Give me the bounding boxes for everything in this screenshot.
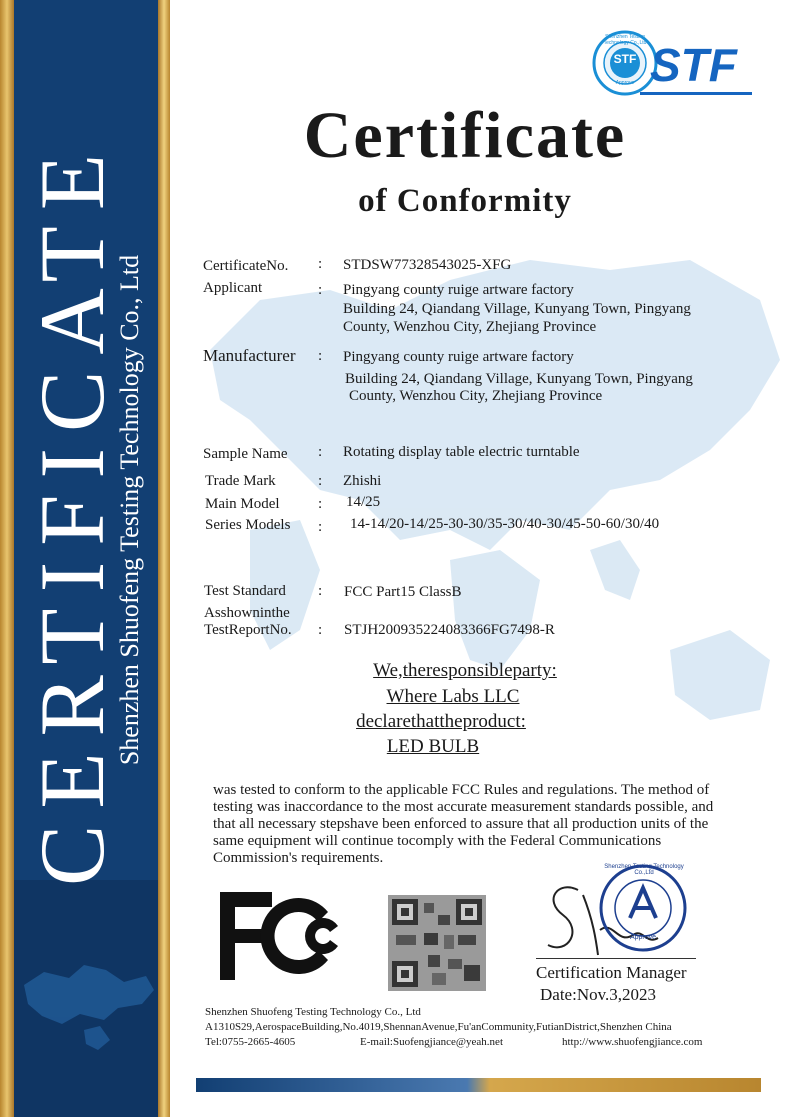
series-models-label: Series Models [205,517,291,533]
signature-seal-text: Shenzhen Testing Technology Co.,Ltd [604,864,684,876]
signature-line [536,958,696,959]
colon: : [318,496,323,512]
footer-tel: Tel:0755-2665-4605 [205,1036,296,1048]
cert-no-label: CertificateNo. [203,258,289,274]
declaration-line-1: We,theresponsibleparty: [373,660,557,681]
certification-date: Date:Nov.3,2023 [540,985,656,1004]
report-label-2: TestReportNo. [204,622,292,638]
applicant-address-2: County, Wenzhou City, Zhejiang Province [343,319,597,335]
colon: : [318,348,323,364]
sidebar-big-title-text: CERTIFICATE [21,137,123,887]
gold-stripe-left [0,0,14,1117]
main-model-value: 14/25 [346,494,381,510]
certification-manager-label: Certification Manager [536,963,687,982]
test-standard-label: Test Standard [204,583,286,599]
trade-mark-label: Trade Mark [205,473,276,489]
footer-email: E-mail:Suofengjiance@yeah.net [360,1036,503,1048]
applicant-name: Pingyang county ruige artware factory [343,282,574,298]
stf-logo-underline [640,92,752,95]
colon: : [318,473,323,489]
bottom-decorative-bar [196,1078,761,1092]
main-model-label: Main Model [205,496,280,512]
test-standard-value: FCC Part15 ClassB [344,584,462,600]
paragraph-line: was tested to conform to the applicable FCC Rules and regulations. The method of [213,782,710,798]
sidebar-company-text: Shenzhen Shuofeng Testing Technology Co., Ltd [115,254,144,766]
signature-seal-bottom: Approve [629,934,657,941]
report-no-value: STJH200935224083366FG7498-R [344,622,555,638]
stf-seal-text: Shenzhen Testing Technology Co.,Ltd [603,34,647,46]
footer-address: A1310S29,AerospaceBuilding,No.4019,ShennanAvenue,Fu'anCommunity,FutianDistrict,Shenzhen China [205,1021,672,1033]
sample-name-value: Rotating display table electric turntable [343,444,580,460]
colon: : [318,519,323,535]
declaration-paragraph [213,782,748,867]
paragraph-line: Commission's requirements. [213,850,384,866]
paragraph-line: testing was inaccordance to the most accurate measurement standards possible, and [213,799,714,815]
signature-seal-area [538,860,708,970]
applicant-address-1: Building 24, Qiandang Village, Kunyang Town, Pingyang [343,301,691,317]
manufacturer-name: Pingyang county ruige artware factory [343,349,574,365]
sample-name-label: Sample Name [203,446,288,462]
series-models-value: 14-14/20-14/25-30-30/35-30/40-30/45-50-60/30/40 [350,516,660,532]
declaration-line-3: declarethattheproduct: [356,711,526,732]
manufacturer-label: Manufacturer [203,346,296,365]
seal-emblem-icon [630,888,656,918]
certificate-subtitle: of Conformity [358,183,572,219]
colon: : [318,282,323,298]
declaration-product: LED BULB [386,736,480,757]
manufacturer-address-1: Building 24, Qiandang Village, Kunyang Town, Pingyang [345,371,693,387]
colon: : [318,256,323,272]
stf-seal-bottom: Approve [615,80,635,86]
gold-stripe-right [158,0,170,1117]
cert-no-value: STDSW77328543025-XFG [343,257,512,273]
applicant-label: Applicant [203,280,263,296]
report-label-1: Asshowninthe [204,605,290,621]
trade-mark-value: Zhishi [343,473,382,489]
paragraph-line: same equipment will continue tocomply with the Federal Communications [213,833,662,849]
declaration-party: Where Labs LLC [386,686,520,707]
fcc-logo-icon [220,890,345,982]
footer-company: Shenzhen Shuofeng Testing Technology Co., Ltd [205,1006,421,1018]
stf-logo-text: STF [650,39,737,91]
certificate-title: Certificate [303,99,627,172]
colon: : [318,622,323,638]
footer-website: http://www.shuofengjiance.com [562,1036,703,1048]
colon: : [318,583,323,599]
manufacturer-address-2: County, Wenzhou City, Zhejiang Province [349,388,603,404]
stf-seal-brand: STF [613,52,637,66]
paragraph-line: that all necessary stepshave been enforced to assure that all production units of the [213,816,709,832]
colon: : [318,444,323,460]
qr-code-icon [388,895,486,991]
